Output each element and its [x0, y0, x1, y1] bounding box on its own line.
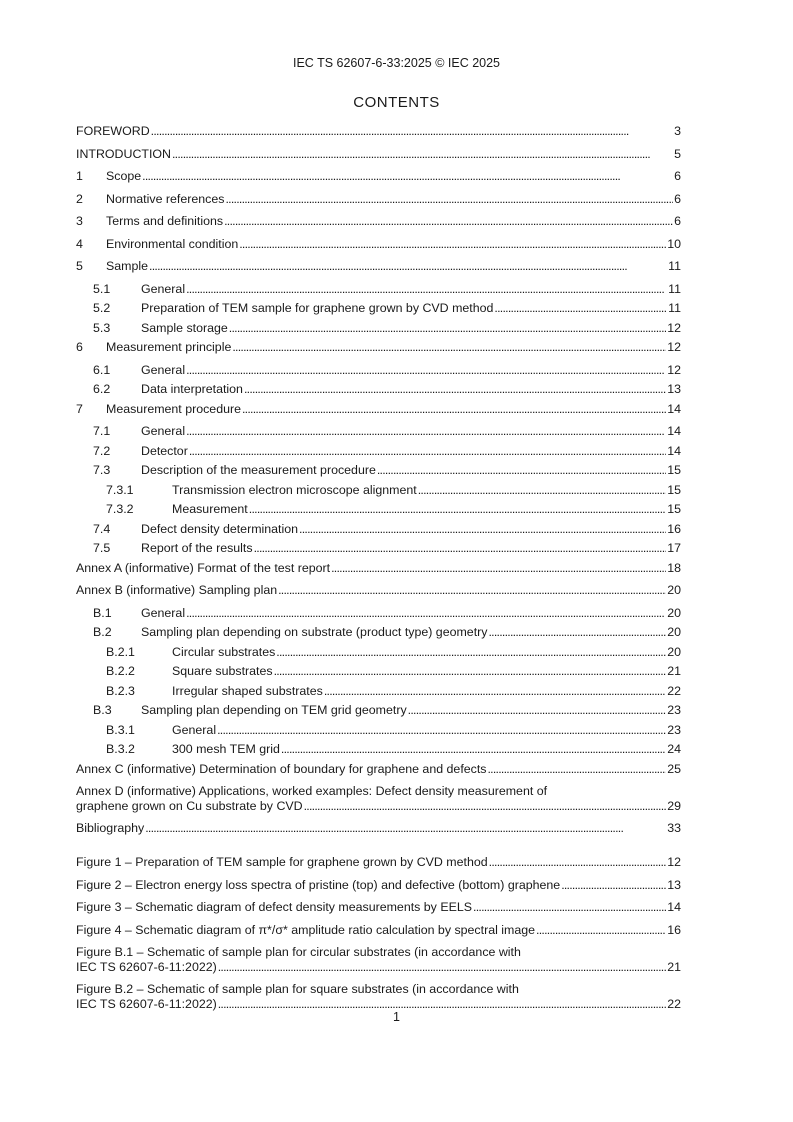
toc-entry-number: 5.3: [93, 320, 111, 335]
toc-entry-number: B.3.2: [106, 742, 135, 756]
toc-entry-title: INTRODUCTION: [76, 146, 171, 161]
figure-entry-title: Figure 2 – Electron energy loss spectra of pristine (top) and defective (bottom) graphene: [76, 877, 561, 892]
page-reference: 6: [674, 169, 681, 183]
page-reference: 11: [668, 301, 681, 315]
dot-leader: [151, 124, 673, 139]
page-reference: 20: [667, 625, 681, 639]
list-of-figures: [76, 855, 681, 1019]
toc-entry-title: FOREWORD: [76, 124, 150, 138]
toc-entry-title-cont: graphene grown on Cu substrate by CVD: [76, 798, 303, 813]
toc-entry-title: Defect density determination: [141, 521, 299, 536]
toc-entry-number: 7.3.2: [106, 502, 134, 516]
figure-entry-title: Figure B.2 – Schematic of sample plan for square substrates (in accordance with: [76, 982, 519, 996]
toc-entry-number: 5.2: [93, 301, 111, 315]
page-reference: 21: [667, 959, 681, 974]
page-reference: 20: [667, 605, 681, 620]
page-reference: 16: [667, 922, 681, 937]
toc-entry-number: 6.1: [93, 362, 111, 377]
dot-leader: [225, 192, 673, 207]
toc-entry-number: 5: [76, 259, 83, 273]
toc-entry-number: 6: [76, 340, 83, 354]
dot-leader: [239, 237, 666, 252]
toc-entry-title: Description of the measurement procedure: [141, 463, 376, 477]
page-reference: 21: [667, 664, 681, 678]
toc-entry-title: Data interpretation: [141, 382, 243, 396]
toc-entry-number: B.2.2: [106, 664, 135, 678]
page-reference: 14: [667, 443, 681, 458]
page-reference: 25: [667, 761, 681, 776]
toc-entry[interactable]: [76, 321, 681, 336]
page-reference: 12: [667, 362, 681, 377]
page-reference: 3: [674, 124, 681, 138]
toc-entry[interactable]: [76, 742, 681, 757]
page-reference: 23: [667, 722, 681, 737]
page-reference: 29: [667, 798, 681, 813]
toc-entry[interactable]: [76, 723, 681, 738]
figure-entry[interactable]: [76, 945, 681, 974]
page-reference: 12: [667, 320, 681, 335]
dot-leader: [242, 402, 666, 417]
toc-entry[interactable]: [76, 192, 681, 207]
toc-entry-title: Annex B (informative) Sampling plan: [76, 583, 278, 597]
dot-leader: [281, 742, 666, 757]
dot-leader: [189, 444, 666, 459]
figure-entry[interactable]: [76, 855, 681, 870]
toc-entry[interactable]: [76, 703, 681, 718]
toc-entry-number: 5.1: [93, 281, 111, 296]
toc-entry[interactable]: [76, 124, 681, 139]
toc-entry-title: Circular substrates: [172, 644, 276, 659]
toc-entry-number: B.2.3: [106, 683, 135, 698]
page-reference: 23: [667, 703, 681, 717]
dot-leader: [304, 799, 667, 814]
toc-entry-title: Annex D (informative) Applications, worked examples: Defect density measurement of: [76, 784, 548, 798]
toc-entry[interactable]: [76, 444, 681, 459]
figure-entry[interactable]: [76, 982, 681, 1011]
page-reference: 6: [674, 214, 681, 228]
toc-entry-number: 1: [76, 169, 83, 183]
toc-entry-title: Square substrates: [172, 664, 273, 678]
toc-entry-title: Report of the results: [141, 541, 253, 555]
dot-leader: [489, 855, 667, 870]
toc-entry[interactable]: [76, 259, 681, 274]
figure-entry[interactable]: [76, 878, 681, 893]
toc-entry[interactable]: [76, 301, 681, 316]
toc-entry-title: Terms and definitions: [106, 214, 224, 228]
toc-entry-number: 3: [76, 214, 83, 228]
dot-leader: [377, 463, 666, 478]
dot-leader: [186, 363, 666, 378]
figure-entry-title-cont: IEC TS 62607-6-11:2022): [76, 996, 217, 1011]
page-reference: 17: [667, 541, 681, 555]
toc-entry-number: B.3: [93, 703, 112, 717]
toc-entry-number: 7: [76, 401, 83, 416]
dot-leader: [218, 997, 666, 1012]
dot-leader: [145, 821, 666, 836]
page-reference: 11: [668, 259, 681, 273]
dot-leader: [299, 522, 666, 537]
toc-entry-title: Normative references: [106, 191, 225, 206]
toc-entry-title: General: [141, 605, 186, 620]
toc-entry[interactable]: [76, 664, 681, 679]
toc-entry-number: 6.2: [93, 382, 111, 396]
page-reference: 12: [667, 855, 681, 869]
page-reference: 11: [668, 281, 681, 296]
toc-entry-number: 7.1: [93, 424, 111, 438]
toc-entry-title: Preparation of TEM sample for graphene grown by CVD method: [141, 301, 494, 315]
dot-leader: [488, 625, 666, 640]
toc-entry-title: Sampling plan depending on substrate (product type) geometry: [141, 625, 488, 639]
page-reference: 15: [667, 502, 681, 516]
page-reference: 14: [667, 424, 681, 438]
toc-entry[interactable]: [76, 784, 681, 813]
toc-entry-number: 7.4: [93, 521, 111, 536]
toc-entry[interactable]: [76, 424, 681, 439]
toc-entry[interactable]: [76, 583, 681, 598]
page-reference: 16: [667, 521, 681, 536]
toc-entry[interactable]: [76, 147, 681, 162]
toc-entry-number: B.1: [93, 605, 112, 620]
figure-entry-title-cont: IEC TS 62607-6-11:2022): [76, 959, 217, 974]
toc-entry[interactable]: [76, 237, 681, 252]
toc-entry[interactable]: [76, 502, 681, 517]
toc-entry-title: General: [141, 281, 186, 296]
toc-entry-title: General: [141, 424, 186, 438]
toc-entry-title: Measurement principle: [106, 340, 232, 354]
page-reference: 24: [667, 742, 681, 756]
dot-leader: [331, 561, 666, 576]
toc-entry[interactable]: [76, 363, 681, 378]
page-reference: 20: [667, 583, 681, 597]
dot-leader: [186, 606, 666, 621]
dot-leader: [229, 321, 666, 336]
page-reference: 5: [674, 146, 681, 161]
page-reference: 15: [667, 482, 681, 497]
figure-entry-title: Figure 1 – Preparation of TEM sample for graphene grown by CVD method: [76, 855, 488, 869]
toc-entry-title: Sampling plan depending on TEM grid geometry: [141, 703, 407, 717]
toc-entry-title: Annex C (informative) Determination of boundary for graphene and defects: [76, 761, 487, 776]
dot-leader: [324, 684, 666, 699]
dot-leader: [561, 878, 666, 893]
page-reference: 14: [667, 401, 681, 416]
page-reference: 14: [667, 900, 681, 914]
toc-entry-title: Measurement: [172, 502, 248, 516]
toc-entry[interactable]: [76, 214, 681, 229]
figure-entry[interactable]: [76, 923, 681, 938]
toc-entry-number: B.3.1: [106, 722, 135, 737]
toc-entry[interactable]: [76, 606, 681, 621]
dot-leader: [488, 762, 667, 777]
toc-entry[interactable]: [76, 762, 681, 777]
dot-leader: [408, 703, 667, 718]
toc-entry[interactable]: [76, 402, 681, 417]
toc-entry-title: Bibliography: [76, 821, 145, 835]
dot-leader: [276, 645, 666, 660]
page-reference: 10: [667, 236, 681, 251]
dot-leader: [149, 259, 667, 274]
toc-entry-title: Environmental condition: [106, 236, 239, 251]
toc-entry[interactable]: [76, 625, 681, 640]
toc-entry-number: B.2.1: [106, 644, 135, 659]
toc-entry[interactable]: [76, 821, 681, 836]
toc-entry-title: Detector: [141, 443, 188, 458]
figure-entry-title: Figure B.1 – Schematic of sample plan for circular substrates (in accordance with: [76, 945, 521, 959]
dot-leader: [217, 723, 666, 738]
dot-leader: [254, 541, 667, 556]
toc-entry-number: 7.3: [93, 463, 111, 477]
toc-entry-number: 7.2: [93, 443, 111, 458]
page-reference: 18: [667, 560, 681, 575]
page-number: 1: [393, 1010, 400, 1024]
dot-leader: [218, 960, 666, 975]
toc-entry-title: Transmission electron microscope alignment: [172, 482, 417, 497]
toc-entry-title: Irregular shaped substrates: [172, 683, 323, 698]
toc-entry-title: Annex A (informative) Format of the test report: [76, 560, 331, 575]
dot-leader: [418, 483, 667, 498]
page-reference: 20: [667, 644, 681, 659]
toc-entry[interactable]: [76, 169, 681, 184]
dot-leader: [494, 301, 667, 316]
dot-leader: [224, 214, 673, 229]
toc-entry-title: Sample: [106, 259, 149, 273]
dot-leader: [249, 502, 666, 517]
page-reference: 22: [667, 683, 681, 698]
toc-entry[interactable]: [76, 463, 681, 478]
toc-entry[interactable]: [76, 645, 681, 660]
toc-entry-title: General: [141, 362, 186, 377]
toc-entry-number: 7.3.1: [106, 482, 134, 497]
dot-leader: [244, 382, 666, 397]
toc-entry-title: Measurement procedure: [106, 401, 241, 416]
toc-entry-number: B.2: [93, 625, 112, 639]
toc-entry-number: 4: [76, 236, 83, 251]
page-reference: 12: [667, 340, 681, 354]
toc-entry-title: Scope: [106, 169, 142, 183]
dot-leader: [473, 900, 666, 915]
page-reference: 33: [667, 821, 681, 835]
toc-entry[interactable]: [76, 382, 681, 397]
toc-entry[interactable]: [76, 340, 681, 355]
toc-entry[interactable]: [76, 541, 681, 556]
toc-entry-title: Sample storage: [141, 320, 228, 335]
toc-entry-title: General: [172, 722, 217, 737]
toc-entry[interactable]: [76, 282, 681, 297]
table-of-contents: [76, 124, 681, 844]
page-reference: 13: [667, 382, 681, 396]
toc-entry-title: 300 mesh TEM grid: [172, 742, 280, 756]
toc-entry[interactable]: [76, 522, 681, 537]
dot-leader: [274, 664, 667, 679]
dot-leader: [142, 169, 673, 184]
page-reference: 13: [667, 877, 681, 892]
dot-leader: [172, 147, 673, 162]
page-reference: 22: [667, 996, 681, 1011]
figure-entry[interactable]: [76, 900, 681, 915]
dot-leader: [186, 282, 667, 297]
toc-entry-number: 2: [76, 191, 83, 206]
figure-entry-title: Figure 4 – Schematic diagram of π*/σ* amplitude ratio calculation by spectral image: [76, 922, 536, 937]
toc-entry[interactable]: [76, 561, 681, 576]
document-header: IEC TS 62607-6-33:2025 © IEC 2025: [292, 56, 501, 70]
dot-leader: [278, 583, 666, 598]
dot-leader: [232, 340, 666, 355]
page-title: CONTENTS: [353, 94, 440, 111]
page-reference: 15: [667, 463, 681, 477]
toc-entry[interactable]: [76, 483, 681, 498]
toc-entry[interactable]: [76, 684, 681, 699]
toc-entry-number: 7.5: [93, 541, 111, 555]
figure-entry-title: Figure 3 – Schematic diagram of defect density measurements by EELS: [76, 900, 473, 914]
dot-leader: [536, 923, 666, 938]
dot-leader: [186, 424, 666, 439]
page-reference: 6: [674, 191, 681, 206]
